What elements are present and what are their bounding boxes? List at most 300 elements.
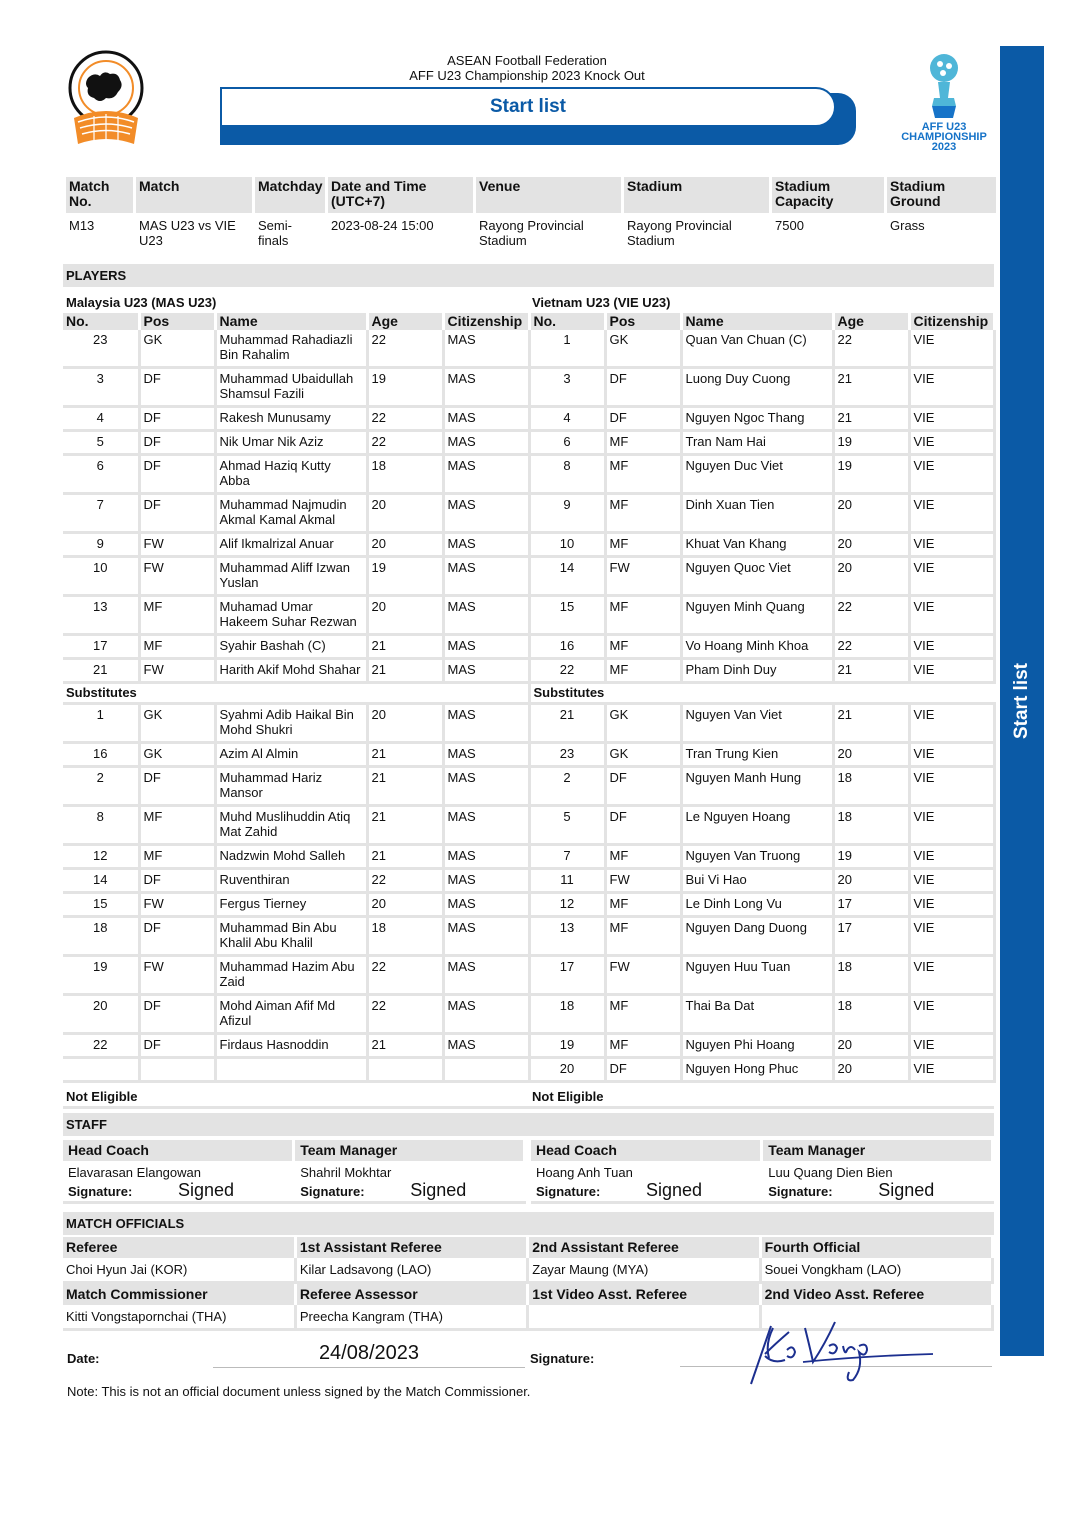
home-player-citizenship: MAS <box>443 845 529 869</box>
staff-block <box>63 1140 994 1204</box>
home-player-number: 13 <box>63 596 139 635</box>
home-player-number: 1 <box>63 704 139 743</box>
stadium-ground: Grass <box>886 213 996 254</box>
home-player-name: Muhammad Hazim Abu Zaid <box>215 956 367 995</box>
away-player-name: Tran Nam Hai <box>681 431 833 455</box>
away-player-citizenship: VIE <box>909 455 994 494</box>
home-player-position: DF <box>139 407 215 431</box>
logo-line-1: AFF U23 <box>921 121 967 133</box>
officials-row1-labels <box>63 1237 993 1258</box>
away-player-number: 4 <box>529 407 605 431</box>
away-player-name: Le Nguyen Hoang <box>681 806 833 845</box>
player-row <box>63 1058 994 1082</box>
home-player-number: 22 <box>63 1034 139 1058</box>
home-player-name: Muhammad Aliff Izwan Yuslan <box>215 557 367 596</box>
player-row <box>63 407 994 431</box>
home-player-age: 22 <box>367 431 443 455</box>
home-player-position: FW <box>139 533 215 557</box>
home-player-name: Muhammad Bin Abu Khalil Abu Khalil <box>215 917 367 956</box>
venue: Rayong Provincial Stadium <box>475 213 623 254</box>
player-row <box>63 330 994 368</box>
home-player-age: 21 <box>367 659 443 683</box>
home-player-citizenship: MAS <box>443 368 529 407</box>
signature-value: Signed <box>410 1180 467 1200</box>
match-no: M13 <box>65 213 135 254</box>
away-player-name: Quan Van Chuan (C) <box>681 330 833 368</box>
document-title: Start list <box>489 96 567 117</box>
officials-row1-values <box>63 1258 993 1283</box>
logo-line-3: 2023 <box>931 141 957 153</box>
home-substitutes-label: Substitutes <box>63 683 529 704</box>
away-player-number: 23 <box>529 743 605 767</box>
home-player-citizenship: MAS <box>443 407 529 431</box>
away-player-number: 5 <box>529 806 605 845</box>
home-player-citizenship: MAS <box>443 917 529 956</box>
away-player-citizenship: VIE <box>909 995 994 1034</box>
home-player-name: Muhamad Umar Hakeem Suhar Rezwan <box>215 596 367 635</box>
var1-label: 1st Video Asst. Referee <box>528 1283 760 1306</box>
away-player-citizenship: VIE <box>909 330 994 368</box>
away-player-name: Dinh Xuan Tien <box>681 494 833 533</box>
away-player-number: 15 <box>529 596 605 635</box>
away-player-number: 20 <box>529 1058 605 1082</box>
away-player-number: 21 <box>529 704 605 743</box>
away-player-name: Nguyen Manh Hung <box>681 767 833 806</box>
home-head-coach-label: Head Coach <box>63 1140 294 1161</box>
home-player-name: Syahir Bashah (C) <box>215 635 367 659</box>
home-player-number: 14 <box>63 869 139 893</box>
match-header-ground: Stadium Ground <box>886 177 996 213</box>
away-not-eligible-label: Not Eligible <box>529 1087 994 1109</box>
away-manager-label: Team Manager <box>762 1140 993 1161</box>
home-player-position: FW <box>139 956 215 995</box>
away-player-age: 18 <box>833 767 909 806</box>
fourth-official-label: Fourth Official <box>760 1237 992 1258</box>
player-row <box>63 869 994 893</box>
away-player-position: MF <box>605 596 681 635</box>
away-player-position: FW <box>605 869 681 893</box>
col-name: Name <box>681 313 833 330</box>
away-manager-signature <box>762 1182 993 1203</box>
away-player-name: Bui Vi Hao <box>681 869 833 893</box>
home-player-age: 21 <box>367 845 443 869</box>
away-player-number: 16 <box>529 635 605 659</box>
player-row <box>63 806 994 845</box>
commissioner: Kitti Vongstapornchai (THA) <box>63 1305 295 1330</box>
away-player-position: MF <box>605 995 681 1034</box>
away-substitutes-label: Substitutes <box>529 683 994 704</box>
home-player-position: DF <box>139 995 215 1034</box>
side-band-label-wrap <box>1000 46 1044 1356</box>
substitutes-heading-body <box>63 683 994 704</box>
home-player-age: 20 <box>367 893 443 917</box>
home-player-number: 16 <box>63 743 139 767</box>
home-player-number: 8 <box>63 806 139 845</box>
away-player-position: MF <box>605 893 681 917</box>
away-manager: Luu Quang Dien Bien <box>762 1161 993 1182</box>
away-player-age: 20 <box>833 1034 909 1058</box>
starters-body <box>63 330 994 683</box>
away-staff-header <box>531 1140 993 1161</box>
away-player-citizenship: VIE <box>909 806 994 845</box>
home-player-citizenship <box>443 1058 529 1082</box>
away-player-position: DF <box>605 407 681 431</box>
assessor-label: Referee Assessor <box>295 1283 527 1306</box>
handwritten-signature <box>743 1316 943 1386</box>
away-player-name: Nguyen Huu Tuan <box>681 956 833 995</box>
away-player-citizenship: VIE <box>909 869 994 893</box>
away-head-coach-label: Head Coach <box>531 1140 762 1161</box>
away-player-age: 18 <box>833 995 909 1034</box>
away-staff-table <box>531 1140 994 1204</box>
away-player-citizenship: VIE <box>909 431 994 455</box>
side-band-label: Start list <box>1011 662 1032 740</box>
home-player-number: 21 <box>63 659 139 683</box>
away-player-name: Thai Ba Dat <box>681 995 833 1034</box>
away-player-age: 19 <box>833 455 909 494</box>
home-player-name: Firdaus Hasnoddin <box>215 1034 367 1058</box>
match-header-venue: Venue <box>475 177 623 213</box>
away-player-age: 20 <box>833 533 909 557</box>
player-row <box>63 956 994 995</box>
home-player-position: FW <box>139 557 215 596</box>
signature-value: Signed <box>178 1180 235 1200</box>
away-staff-names <box>531 1161 993 1182</box>
away-player-position: DF <box>605 806 681 845</box>
commissioner-signature-label: Signature: <box>530 1351 595 1366</box>
col-name: Name <box>215 313 367 330</box>
player-row <box>63 635 994 659</box>
home-player-citizenship: MAS <box>443 330 529 368</box>
player-row <box>63 557 994 596</box>
home-player-age: 20 <box>367 596 443 635</box>
home-head-coach: Elavarasan Elangowan <box>63 1161 294 1182</box>
away-player-name: Nguyen Hong Phuc <box>681 1058 833 1082</box>
home-player-number: 18 <box>63 917 139 956</box>
commissioner-label: Match Commissioner <box>63 1283 295 1306</box>
away-player-citizenship: VIE <box>909 917 994 956</box>
away-player-citizenship: VIE <box>909 845 994 869</box>
player-row <box>63 743 994 767</box>
home-player-name: Nadzwin Mohd Salleh <box>215 845 367 869</box>
matchday: Semi-finals <box>254 213 327 254</box>
away-player-position: MF <box>605 917 681 956</box>
home-player-name: Muhammad Hariz Mansor <box>215 767 367 806</box>
away-player-number: 19 <box>529 1034 605 1058</box>
away-player-position: DF <box>605 368 681 407</box>
home-player-citizenship: MAS <box>443 704 529 743</box>
away-team-name: Vietnam U23 (VIE U23) <box>532 295 671 310</box>
player-row <box>63 1034 994 1058</box>
home-staff-signatures <box>63 1182 525 1203</box>
match-info-header <box>65 177 996 213</box>
home-player-number: 12 <box>63 845 139 869</box>
away-player-citizenship: VIE <box>909 533 994 557</box>
away-player-citizenship: VIE <box>909 494 994 533</box>
home-player-citizenship: MAS <box>443 1034 529 1058</box>
away-player-age: 22 <box>833 330 909 368</box>
home-player-position: MF <box>139 806 215 845</box>
away-player-name: Nguyen Quoc Viet <box>681 557 833 596</box>
fourth-official: Souei Vongkham (LAO) <box>760 1258 992 1283</box>
home-player-citizenship: MAS <box>443 995 529 1034</box>
player-row <box>63 917 994 956</box>
home-player-citizenship: MAS <box>443 956 529 995</box>
away-player-age: 19 <box>833 431 909 455</box>
home-manager: Shahril Mokhtar <box>294 1161 525 1182</box>
away-player-citizenship: VIE <box>909 743 994 767</box>
home-player-age: 22 <box>367 995 443 1034</box>
home-player-name: Azim Al Almin <box>215 743 367 767</box>
home-player-name: Syahmi Adib Haikal Bin Mohd Shukri <box>215 704 367 743</box>
home-player-age: 22 <box>367 869 443 893</box>
col-no: No. <box>529 313 605 330</box>
away-player-number: 10 <box>529 533 605 557</box>
away-player-citizenship: VIE <box>909 596 994 635</box>
away-player-age: 20 <box>833 494 909 533</box>
competition-name: AFF U23 Championship 2023 Knock Out <box>409 68 645 83</box>
home-not-eligible-label: Not Eligible <box>63 1087 529 1109</box>
home-player-age: 21 <box>367 1034 443 1058</box>
away-player-name: Pham Dinh Duy <box>681 659 833 683</box>
match-header-datetime: Date and Time (UTC+7) <box>327 177 475 213</box>
away-player-citizenship: VIE <box>909 635 994 659</box>
home-player-age: 22 <box>367 407 443 431</box>
col-citizenship: Citizenship <box>443 313 529 330</box>
away-player-position: GK <box>605 330 681 368</box>
home-player-position: DF <box>139 917 215 956</box>
home-player-position <box>139 1058 215 1082</box>
home-player-name <box>215 1058 367 1082</box>
substitutes-body <box>63 704 994 1082</box>
home-staff-header <box>63 1140 525 1161</box>
away-player-citizenship: VIE <box>909 956 994 995</box>
away-player-number: 14 <box>529 557 605 596</box>
assistant1: Kilar Ladsavong (LAO) <box>295 1258 527 1283</box>
away-player-age: 21 <box>833 704 909 743</box>
player-row <box>63 368 994 407</box>
assistant2: Zayar Maung (MYA) <box>528 1258 760 1283</box>
home-player-position: DF <box>139 368 215 407</box>
away-player-age: 20 <box>833 743 909 767</box>
home-staff <box>63 1140 526 1204</box>
home-player-position: DF <box>139 1034 215 1058</box>
main-content <box>63 177 994 1331</box>
home-staff-names <box>63 1161 525 1182</box>
player-row <box>63 659 994 683</box>
away-player-position: MF <box>605 635 681 659</box>
away-player-number: 1 <box>529 330 605 368</box>
official-note: Note: This is not an official document unless signed by the Match Commissioner. <box>67 1384 531 1399</box>
home-player-name: Ahmad Haziq Kutty Abba <box>215 455 367 494</box>
home-player-number: 20 <box>63 995 139 1034</box>
away-player-name: Nguyen Van Viet <box>681 704 833 743</box>
away-player-age: 22 <box>833 635 909 659</box>
match-header-no: Match No. <box>65 177 135 213</box>
home-team-name: Malaysia U23 (MAS U23) <box>66 295 217 310</box>
home-player-number: 5 <box>63 431 139 455</box>
col-pos: Pos <box>605 313 681 330</box>
away-player-number: 7 <box>529 845 605 869</box>
away-player-position: GK <box>605 743 681 767</box>
home-player-name: Muhammad Najmudin Akmal Kamal Akmal <box>215 494 367 533</box>
player-row <box>63 845 994 869</box>
substitutes-heading-row <box>63 683 994 704</box>
referee: Choi Hyun Jai (KOR) <box>63 1258 295 1283</box>
away-player-name: Nguyen Van Truong <box>681 845 833 869</box>
assistant1-label: 1st Assistant Referee <box>295 1237 527 1258</box>
away-player-name: Luong Duy Cuong <box>681 368 833 407</box>
away-player-number: 22 <box>529 659 605 683</box>
away-player-age: 20 <box>833 869 909 893</box>
away-player-age: 21 <box>833 407 909 431</box>
home-player-number: 23 <box>63 330 139 368</box>
away-player-age: 20 <box>833 557 909 596</box>
home-manager-label: Team Manager <box>294 1140 525 1161</box>
away-player-citizenship: VIE <box>909 704 994 743</box>
away-player-name: Nguyen Minh Quang <box>681 596 833 635</box>
home-player-citizenship: MAS <box>443 494 529 533</box>
away-player-name: Nguyen Phi Hoang <box>681 1034 833 1058</box>
away-player-position: DF <box>605 1058 681 1082</box>
home-player-citizenship: MAS <box>443 533 529 557</box>
match-teams: MAS U23 vs VIE U23 <box>135 213 254 254</box>
away-player-number: 13 <box>529 917 605 956</box>
player-row <box>63 767 994 806</box>
away-player-age: 18 <box>833 956 909 995</box>
home-player-citizenship: MAS <box>443 596 529 635</box>
player-row <box>63 494 994 533</box>
home-player-name: Harith Akif Mohd Shahar <box>215 659 367 683</box>
away-player-position: MF <box>605 1034 681 1058</box>
player-row <box>63 596 994 635</box>
col-pos: Pos <box>139 313 215 330</box>
away-player-position: MF <box>605 431 681 455</box>
away-player-position: GK <box>605 704 681 743</box>
away-player-age: 22 <box>833 596 909 635</box>
home-player-name: Muhd Muslihuddin Atiq Mat Zahid <box>215 806 367 845</box>
away-player-citizenship: VIE <box>909 368 994 407</box>
away-player-position: MF <box>605 494 681 533</box>
away-player-age: 19 <box>833 845 909 869</box>
away-player-number: 17 <box>529 956 605 995</box>
date-value: 24/08/2023 <box>213 1342 525 1368</box>
home-player-number: 2 <box>63 767 139 806</box>
footer <box>63 1316 994 1399</box>
col-age: Age <box>833 313 909 330</box>
signature-value: Signed <box>646 1180 703 1200</box>
home-player-position: MF <box>139 845 215 869</box>
home-player-age: 20 <box>367 533 443 557</box>
home-player-position: GK <box>139 743 215 767</box>
away-player-citizenship: VIE <box>909 767 994 806</box>
player-row <box>63 455 994 494</box>
home-player-position: MF <box>139 596 215 635</box>
away-player-number: 11 <box>529 869 605 893</box>
away-player-age: 17 <box>833 917 909 956</box>
home-player-number: 17 <box>63 635 139 659</box>
away-player-number: 18 <box>529 995 605 1034</box>
home-manager-signature <box>294 1182 525 1203</box>
home-player-citizenship: MAS <box>443 557 529 596</box>
away-player-position: DF <box>605 767 681 806</box>
away-player-name: Nguyen Ngoc Thang <box>681 407 833 431</box>
away-player-name: Khuat Van Khang <box>681 533 833 557</box>
player-row <box>63 893 994 917</box>
away-player-citizenship: VIE <box>909 1034 994 1058</box>
home-player-citizenship: MAS <box>443 659 529 683</box>
assessor: Preecha Kangram (THA) <box>295 1305 527 1330</box>
home-player-name: Rakesh Munusamy <box>215 407 367 431</box>
home-player-age: 18 <box>367 917 443 956</box>
home-player-name: Ruventhiran <box>215 869 367 893</box>
away-player-position: FW <box>605 557 681 596</box>
away-player-position: MF <box>605 845 681 869</box>
officials-section-title: MATCH OFFICIALS <box>63 1212 994 1235</box>
player-row <box>63 704 994 743</box>
signature-label: Signature: <box>768 1184 833 1199</box>
home-player-name: Mohd Aiman Afif Md Afizul <box>215 995 367 1034</box>
home-player-number: 19 <box>63 956 139 995</box>
away-player-name: Nguyen Duc Viet <box>681 455 833 494</box>
home-player-citizenship: MAS <box>443 431 529 455</box>
away-player-name: Nguyen Dang Duong <box>681 917 833 956</box>
home-player-position: DF <box>139 869 215 893</box>
title-banner <box>220 87 836 127</box>
home-player-citizenship: MAS <box>443 455 529 494</box>
signature-value: Signed <box>878 1180 935 1200</box>
away-player-age: 18 <box>833 806 909 845</box>
var2-label: 2nd Video Asst. Referee <box>760 1283 992 1306</box>
assistant2-label: 2nd Assistant Referee <box>528 1237 760 1258</box>
home-player-position: GK <box>139 704 215 743</box>
home-player-citizenship: MAS <box>443 743 529 767</box>
away-player-number: 6 <box>529 431 605 455</box>
away-player-number: 3 <box>529 368 605 407</box>
match-header-capacity: Stadium Capacity <box>771 177 886 213</box>
home-player-name: Muhammad Ubaidullah Shamsul Fazili <box>215 368 367 407</box>
home-player-number: 7 <box>63 494 139 533</box>
home-player-position: MF <box>139 635 215 659</box>
home-player-age: 21 <box>367 635 443 659</box>
away-player-position: FW <box>605 956 681 995</box>
away-player-position: MF <box>605 455 681 494</box>
home-player-number: 4 <box>63 407 139 431</box>
home-player-age <box>367 1058 443 1082</box>
home-player-number: 6 <box>63 455 139 494</box>
match-datetime: 2023-08-24 15:00 <box>327 213 475 254</box>
home-player-citizenship: MAS <box>443 767 529 806</box>
home-player-age: 21 <box>367 767 443 806</box>
away-head-coach-signature <box>531 1182 762 1203</box>
col-no: No. <box>63 313 139 330</box>
away-player-citizenship: VIE <box>909 407 994 431</box>
away-player-citizenship: VIE <box>909 1058 994 1082</box>
away-player-citizenship: VIE <box>909 557 994 596</box>
away-player-citizenship: VIE <box>909 659 994 683</box>
home-player-age: 19 <box>367 557 443 596</box>
officials-row2-labels <box>63 1283 993 1306</box>
home-player-age: 19 <box>367 368 443 407</box>
home-player-position: FW <box>139 893 215 917</box>
home-player-name: Alif Ikmalrizal Anuar <box>215 533 367 557</box>
home-player-name: Fergus Tierney <box>215 893 367 917</box>
home-player-number <box>63 1058 139 1082</box>
player-row <box>63 533 994 557</box>
stadium: Rayong Provincial Stadium <box>623 213 771 254</box>
home-player-number: 10 <box>63 557 139 596</box>
home-player-age: 22 <box>367 956 443 995</box>
